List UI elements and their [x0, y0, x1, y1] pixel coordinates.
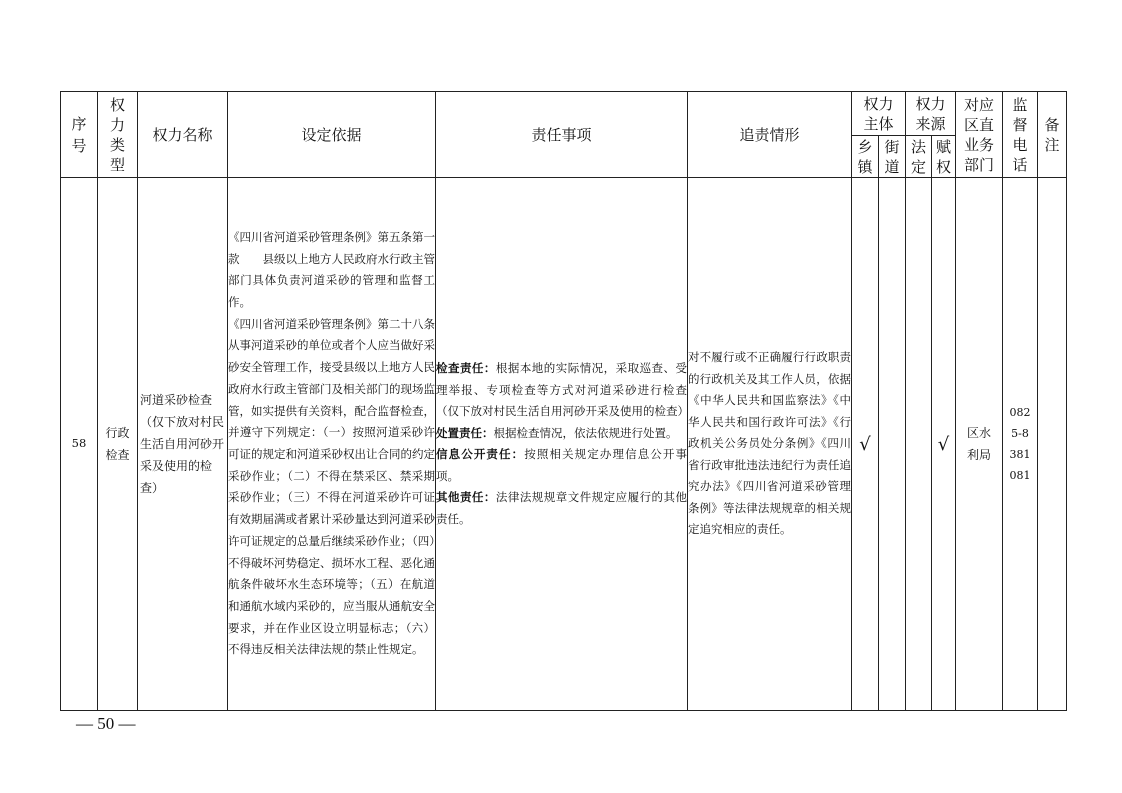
header-source-legal: 法定 [906, 136, 932, 178]
row-phone: 0825-8381081 [1003, 178, 1038, 711]
header-name: 权力名称 [138, 92, 228, 178]
row-dept: 区水利局 [956, 178, 1003, 711]
row-street-check [879, 178, 906, 711]
row-basis: 《四川省河道采砂管理条例》第五条第一款 县级以上地方人民政府水行政主管部门具体负责河道采砂的管理和监督工作。 《四川省河道采砂管理条例》第二十八条 从事河道采砂的单位或者个人应当做好采砂安全管理工作，接受县级以上地方人民政府水行政主管部门及相关部门的现场监管，如实提供有关资料，配合监督检查，并遵守下列规定：（一）按照河道采砂许可证的规定和河道采砂权出让合同的约定采砂作业；（二）不得在禁采区、禁采期采砂作业；（三）不得在河道采砂许可证有效期届满或者累计采砂量达到河道采砂许可证规定的总量后继续采砂作业；（四）不得破坏河势稳定、损坏水工程、恶化通航条件破坏水生态环境等；（五）在航道和通航水域内采砂的，应当服从通航安全要求，并在作业区设立明显标志；（六）不得违反相关法律法规的禁止性规定。 [228, 178, 436, 711]
row-type: 行政检查 [98, 178, 138, 711]
header-row-top [61, 92, 1067, 136]
row-town-check: √ [852, 178, 879, 711]
header-seq: 序号 [61, 92, 98, 178]
row-granted-check: √ [932, 178, 956, 711]
duty-item-text: 根据本地的实际情况，采取巡查、受理举报、专项检查等方式对河道采砂进行检查（仅下放对村民生活自用河砂开采及使用的检查） [436, 361, 689, 418]
header-subject: 权力主体 [852, 92, 906, 136]
header-dept: 对应区直业务部门 [956, 92, 1003, 178]
duty-item [436, 487, 687, 530]
duty-item-text: 法律法规规章文件规定应履行的其他责任。 [436, 490, 687, 526]
duty-item-text: 按照相关规定办理信息公开事项。 [436, 447, 688, 483]
duty-item-label: 检查责任： [436, 361, 496, 375]
header-phone: 监督电话 [1003, 92, 1038, 178]
row-duty [436, 178, 688, 711]
duty-list [436, 358, 687, 530]
row-seq: 58 [61, 178, 98, 711]
header-basis: 设定依据 [228, 92, 436, 178]
duty-item [436, 423, 687, 445]
row-name: 河道采砂检查（仅下放对村民生活自用河砂开采及使用的检查） [138, 178, 228, 711]
header-type: 权力类型 [98, 92, 138, 178]
row-accountability: 对不履行或不正确履行行政职责的行政机关及其工作人员，依据《中华人民共和国监察法》《中华人民共和国行政许可法》《行政机关公务员处分条例》《四川省行政审批违法违纪行为责任追究办法》《四川省河道采砂管理条例》等法律法规规章的相关规定追究相应的责任。 [688, 178, 852, 711]
row-legal-check [906, 178, 932, 711]
duty-item-label: 处置责任： [436, 425, 494, 440]
header-subject-town: 乡镇 [852, 136, 879, 178]
row-remark [1038, 178, 1067, 711]
header-subject-street: 街道 [879, 136, 906, 178]
page-number: — 50 — [76, 714, 136, 733]
duty-item-label: 其他责任： [436, 490, 496, 504]
duty-item-text: 根据检查情况，依法依规进行处置。 [493, 425, 678, 440]
header-source-granted: 赋权 [932, 136, 956, 178]
header-remark: 备注 [1038, 92, 1067, 178]
duty-item-label: 信息公开责任： [436, 447, 525, 461]
table-row [61, 178, 1067, 711]
header-accountability: 追责情形 [688, 92, 852, 178]
duty-item [436, 358, 687, 423]
duty-item [436, 444, 687, 487]
header-duty: 责任事项 [436, 92, 688, 178]
header-source: 权力来源 [906, 92, 956, 136]
power-list-table [60, 91, 1067, 711]
